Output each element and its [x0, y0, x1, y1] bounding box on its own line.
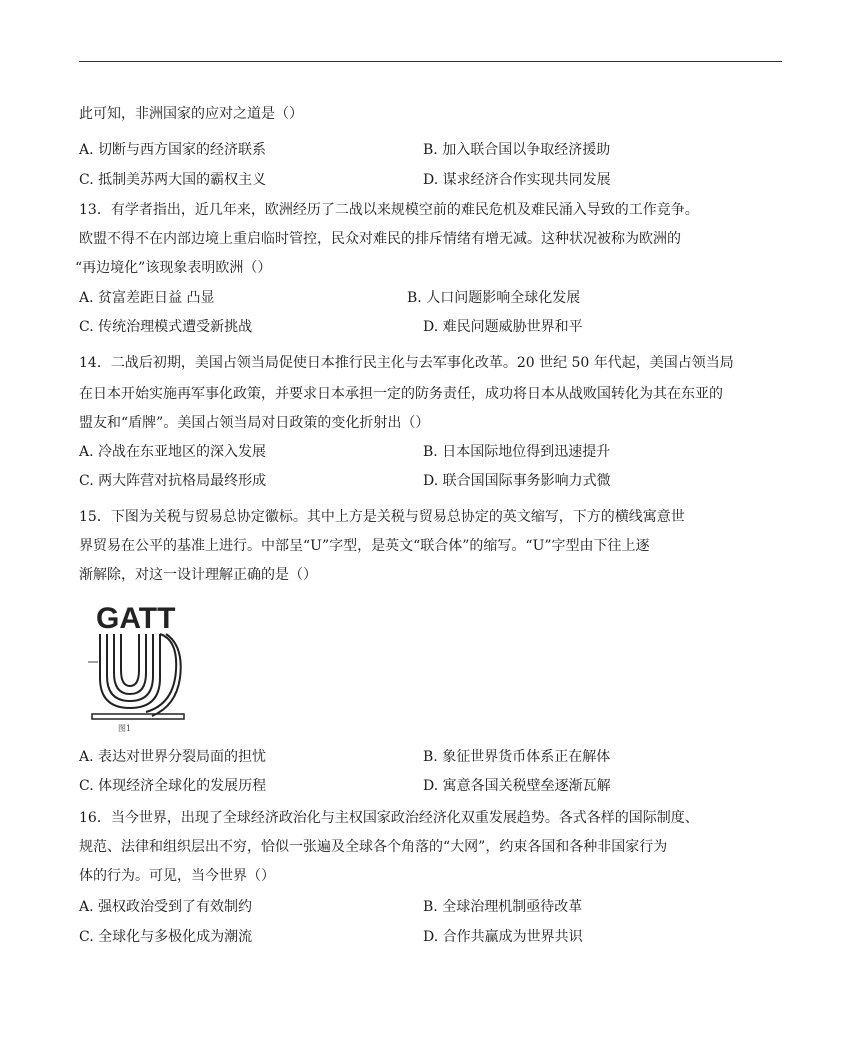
figure-caption: 图1: [118, 724, 132, 733]
q13-stem-line-3: “再边境化”该现象表明欧洲（）: [75, 260, 272, 276]
q12-option-c[interactable]: C. 抵制美苏两大国的霸权主义: [79, 172, 267, 188]
q14-option-c[interactable]: C. 两大阵营对抗格局最终形成: [79, 473, 267, 489]
q16-option-d[interactable]: D. 合作共赢成为世界共识: [423, 929, 583, 945]
q15-stem-line-1: 15．下图为关税与贸易总协定徽标。其中上方是关税与贸易总协定的英文缩写，下方的横线寓意世: [79, 509, 685, 525]
q13-option-d[interactable]: D. 难民问题威胁世界和平: [423, 319, 583, 335]
q15-option-a[interactable]: A. 表达对世界分裂局面的担忧: [79, 749, 267, 765]
q14-stem-line-1: 14．二战后初期，美国占领当局促使日本推行民主化与去军事化改革。20 世纪 50 年代起，美国占领当局: [79, 355, 734, 371]
q15-stem-line-2: 界贸易在公平的基准上进行。中部呈“U”字型，是英文“联合体”的缩写。“U”字型由下往上逐: [79, 538, 650, 554]
q15-option-d[interactable]: D. 寓意各国关税壁垒逐渐瓦解: [423, 778, 611, 794]
q13-option-a[interactable]: A. 贫富差距日益 凸显: [79, 290, 215, 306]
q15-stem-line-3: 渐解除，对这一设计理解正确的是（）: [79, 567, 317, 583]
q13-stem-line-2: 欧盟不得不在内部边境上重启临时管控，民众对难民的排斥情绪有增无减。这种状况被称为欧洲的: [79, 231, 681, 247]
q14-stem-line-3: 盟友和“盾牌”。美国占领当局对日政策的变化折射出（）: [79, 415, 430, 431]
q14-stem-line-2: 在日本开始实施再军事化政策，并要求日本承担一定的防务责任，成功将日本从战败国转化为其在东亚的: [79, 386, 723, 402]
gatt-logo-icon: [86, 600, 190, 732]
q12-stem: 此可知，非洲国家的应对之道是（）: [79, 106, 303, 122]
q15-option-c[interactable]: C. 体现经济全球化的发展历程: [79, 778, 267, 794]
q14-option-b[interactable]: B. 日本国际地位得到迅速提升: [423, 444, 611, 460]
q14-option-d[interactable]: D. 联合国国际事务影响力式微: [423, 473, 611, 489]
q13-option-c[interactable]: C. 传统治理模式遭受新挑战: [79, 319, 253, 335]
q16-option-a[interactable]: A. 强权政治受到了有效制约: [79, 899, 253, 915]
gatt-logo-text: GATT: [96, 602, 176, 635]
q16-stem-line-1: 16．当今世界，出现了全球经济政治化与主权国家政治经济化双重发展趋势。各式各样的国际制度、: [79, 810, 699, 826]
q15-option-b[interactable]: B. 象征世界货币体系正在解体: [423, 749, 611, 765]
q12-option-b[interactable]: B. 加入联合国以争取经济援助: [423, 142, 611, 158]
q16-stem-line-2: 规范、法律和组织层出不穷，恰似一张遍及全球各个角落的“大网”，约束各国和各种非国家行为: [79, 839, 668, 855]
q14-option-a[interactable]: A. 冷战在东亚地区的深入发展: [79, 444, 267, 460]
q12-option-d[interactable]: D. 谋求经济合作实现共同发展: [423, 172, 611, 188]
q16-stem-line-3: 体的行为。可见，当今世界（）: [79, 868, 275, 884]
header-rule: [79, 61, 782, 62]
gatt-logo-figure: [86, 600, 190, 732]
q13-option-b[interactable]: B. 人口问题影响全球化发展: [407, 290, 581, 306]
q12-option-a[interactable]: A. 切断与西方国家的经济联系: [79, 142, 267, 158]
q16-option-b[interactable]: B. 全球治理机制亟待改革: [423, 899, 583, 915]
q16-option-c[interactable]: C. 全球化与多极化成为潮流: [79, 929, 253, 945]
q13-stem-line-1: 13．有学者指出，近几年来，欧洲经历了二战以来规模空前的难民危机及难民涌入导致的工作竞争。: [79, 202, 699, 218]
